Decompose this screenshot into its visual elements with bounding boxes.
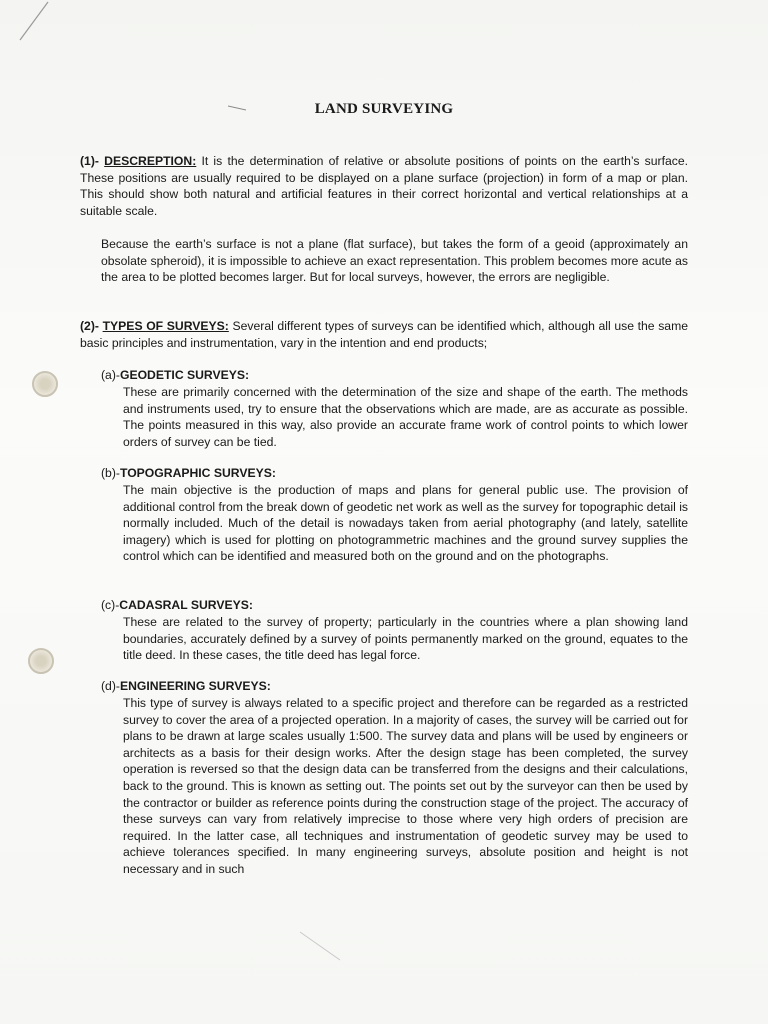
pen-mark bbox=[228, 106, 246, 110]
subsection-heading: TOPOGRAPHIC SURVEYS: bbox=[119, 466, 276, 480]
subsection-engineering-text: This type of survey is always related to a specific project and therefore can be regarded as a restricted survey to cover the area of a projected operation. In a majority of cases, the survey will be carried out for plans to be drawn at large scales usually 1:500. The survey data and plans will be used by engineers or architects as a basis for their design works. After the design stage has been completed, the survey operation is reversed so that the design data can be transferred from the designs and their calculations, back to the ground. This is known as setting out. The points set out by the surveyor can then be used by the contractor or builder as reference points during the construction stage of the project. The accuracy of these surveys can vary from relatively imprecise to those where very high orders of precision are required. In the latter case, all techniques and instrumentation of geodetic survey may be used to achieve tolerances specified. In many engineering surveys, absolute position and height is not necessary and in such bbox=[123, 696, 688, 876]
subsection-heading: CADASRAL SURVEYS: bbox=[119, 598, 253, 612]
section-heading: TYPES OF SURVEYS: bbox=[102, 319, 229, 333]
section-number: (1)- bbox=[80, 154, 99, 168]
subsection-label: (a)- bbox=[101, 368, 120, 382]
section-heading: DESCREPTION: bbox=[104, 154, 197, 168]
page-title: LAND SURVEYING bbox=[314, 101, 454, 117]
subsection-cadastral-text: These are related to the survey of property; particularly in the countries where a plan showing land boundaries, accurately defined by a survey of points permanently marked on the ground, equates to the title deed. In these cases, the title deed has legal force. bbox=[123, 615, 688, 663]
section-text: It is the determination of relative or absolute positions of points on the earth’s surface. These positions are usually required to be displayed on a plane surface (projection) in form of a map or plan. This should show both natural and artificial features in their correct horizontal and vertical relationships at a suitable scale. bbox=[80, 154, 688, 218]
subsection-topographic-text: The main objective is the production of maps and plans for general public use. The provision of additional control from the break down of geodetic net work as well as the survey for topographic detail is normally included. Much of the detail is nowadays taken from aerial photography (and lately, satellite imagery) which is used for plotting on photogrammetric machines and the ground survey supplies the control which can be identified and measured both on the ground and on the photographs. bbox=[123, 483, 688, 564]
smudge-mark bbox=[300, 932, 340, 960]
section-text: Several different types of surveys can be identified which, although all use the same basic principles and instrumentation, vary in the intention and end products; bbox=[80, 319, 688, 350]
description-paragraph-2: Because the earth’s surface is not a plane (flat surface), but takes the form of a geoid (approximately an obsolate spheroid), it is impossible to achieve an exact representation. This problem becomes more acute as the area to be plotted becomes larger. But for local surveys, however, the errors are negligible. bbox=[101, 237, 688, 285]
subsection-label: (b)- bbox=[101, 466, 120, 480]
pen-mark bbox=[20, 2, 48, 40]
subsection-label: (c)- bbox=[101, 598, 120, 612]
subsection-geodetic-text: These are primarily concerned with the determination of the size and shape of the earth. The methods and instruments used, try to ensure that the observations which are made, are as accurate as possible. The points measured in this way, also provide an accurate frame work of control points to which lower orders of survey can be tied. bbox=[123, 385, 688, 449]
section-number: (2)- bbox=[80, 319, 99, 333]
subsection-heading: GEODETIC SURVEYS: bbox=[119, 368, 250, 382]
subsection-heading: ENGINEERING SURVEYS: bbox=[119, 679, 271, 693]
subsection-label: (d)- bbox=[101, 679, 120, 693]
